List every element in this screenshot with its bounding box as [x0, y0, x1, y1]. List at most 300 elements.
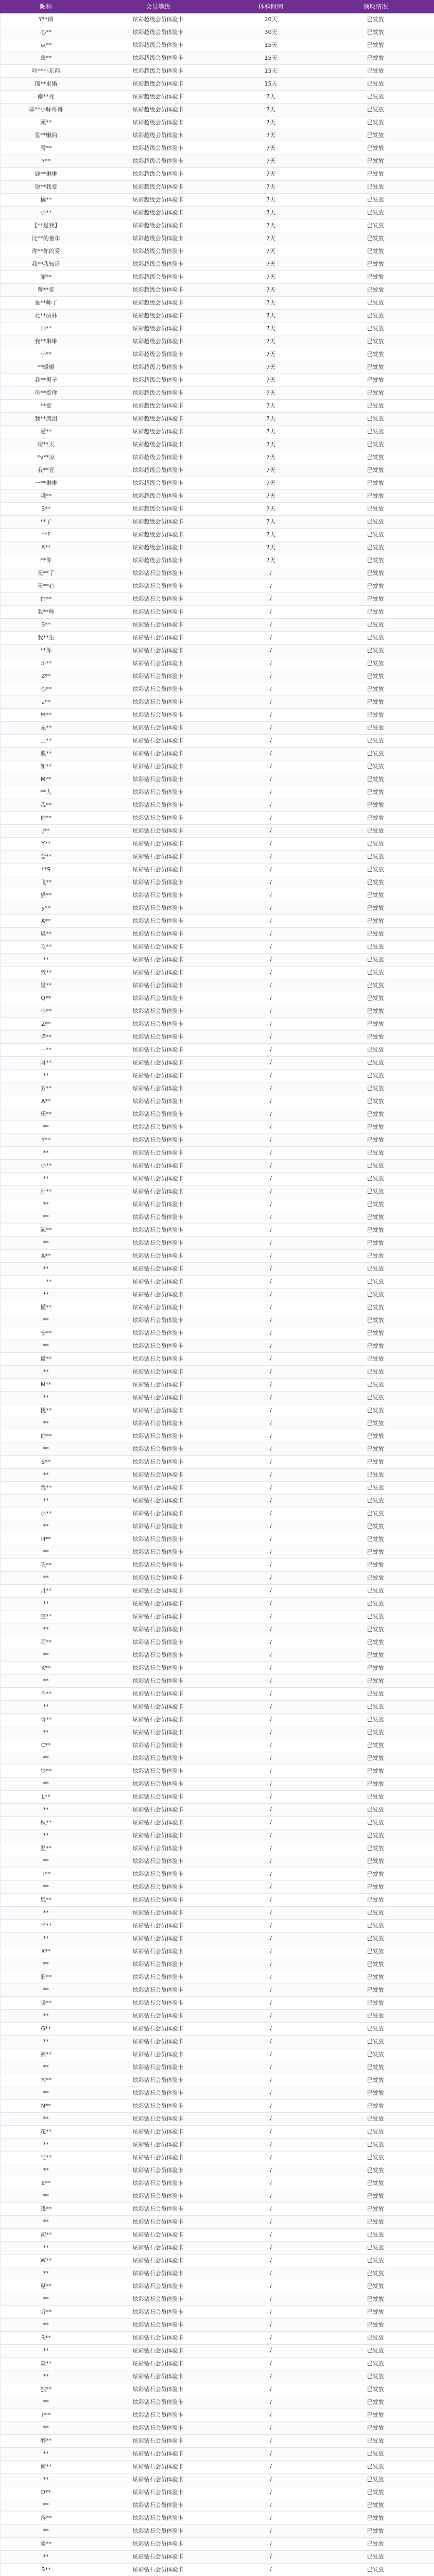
cell-nickname: 鲸** — [1, 1224, 92, 1237]
cell-member-level: 炫彩钻石会员体验卡 — [92, 1147, 225, 1160]
cell-nickname: ** — [1, 2525, 92, 2538]
cell-trial-duration: / — [225, 851, 317, 863]
cell-member-level: 炫彩钻石会员体验卡 — [92, 1327, 225, 1340]
cell-nickname: 乐** — [1, 1108, 92, 1121]
table-row — [1, 580, 434, 593]
cell-trial-duration: / — [225, 2306, 317, 2319]
cell-claim-status: 已发放 — [317, 992, 434, 1005]
cell-claim-status: 已发放 — [317, 1585, 434, 1598]
cell-claim-status: 已发放 — [317, 1108, 434, 1121]
cell-trial-duration: / — [225, 1057, 317, 1070]
cell-nickname: **子 — [1, 516, 92, 529]
table-row — [1, 683, 434, 696]
cell-claim-status: 已发放 — [317, 889, 434, 902]
cell-member-level: 炫彩钻石会员体验卡 — [92, 1662, 225, 1675]
cell-claim-status: 已发放 — [317, 1611, 434, 1623]
cell-claim-status: 已发放 — [317, 1907, 434, 1920]
cell-claim-status: 已发放 — [317, 194, 434, 207]
table-row — [1, 1456, 434, 1469]
cell-trial-duration: / — [225, 1714, 317, 1726]
cell-member-level: 炫彩超级会员体验卡 — [92, 78, 225, 91]
cell-member-level: 炫彩钻石会员体验卡 — [92, 696, 225, 709]
cell-nickname: ル** — [1, 657, 92, 670]
cell-claim-status: 已发放 — [317, 1791, 434, 1804]
cell-member-level: 炫彩钻石会员体验卡 — [92, 1108, 225, 1121]
table-row — [1, 657, 434, 670]
cell-trial-duration: 7天 — [225, 464, 317, 477]
table-row — [1, 181, 434, 194]
cell-member-level: 炫彩钻石会员体验卡 — [92, 2564, 225, 2576]
table-row — [1, 1327, 434, 1340]
cell-nickname: 小** — [1, 1005, 92, 1018]
cell-trial-duration: 15天 — [225, 39, 317, 52]
table-row — [1, 2332, 434, 2345]
cell-claim-status: 已发放 — [317, 1263, 434, 1276]
cell-trial-duration: / — [225, 2242, 317, 2255]
table-row — [1, 2409, 434, 2422]
cell-nickname: ** — [1, 1855, 92, 1868]
table-row — [1, 52, 434, 65]
cell-nickname: 点** — [1, 39, 92, 52]
cell-nickname: ** — [1, 2293, 92, 2306]
table-row — [1, 361, 434, 374]
cell-member-level: 炫彩超级会员体验卡 — [92, 155, 225, 168]
cell-trial-duration: 7天 — [225, 477, 317, 490]
cell-nickname: G** — [1, 2023, 92, 2036]
table-row — [1, 232, 434, 245]
table-row — [1, 2345, 434, 2358]
cell-member-level: 炫彩超级会员体验卡 — [92, 361, 225, 374]
cell-member-level: 炫彩钻石会员体验卡 — [92, 1198, 225, 1211]
cell-nickname: 素** — [1, 2048, 92, 2061]
cell-claim-status: 已发放 — [317, 1778, 434, 1791]
cell-nickname: ** — [1, 1340, 92, 1353]
cell-claim-status: 已发放 — [317, 1829, 434, 1842]
cell-trial-duration: / — [225, 2164, 317, 2177]
table-row — [1, 851, 434, 863]
cell-member-level: 炫彩钻石会员体验卡 — [92, 1894, 225, 1907]
cell-member-level: 炫彩钻石会员体验卡 — [92, 1121, 225, 1134]
cell-trial-duration: / — [225, 735, 317, 748]
cell-member-level: 炫彩钻石会员体验卡 — [92, 1379, 225, 1392]
table-row — [1, 1611, 434, 1623]
cell-claim-status: 已发放 — [317, 735, 434, 748]
table-row — [1, 271, 434, 284]
cell-claim-status: 已发放 — [317, 1289, 434, 1301]
cell-member-level: 炫彩钻石会员体验卡 — [92, 2525, 225, 2538]
header-member-level: 会员等级 — [92, 1, 225, 13]
table-row — [1, 426, 434, 438]
table-row — [1, 1855, 434, 1868]
cell-trial-duration: / — [225, 722, 317, 735]
cell-trial-duration: / — [225, 1739, 317, 1752]
cell-nickname: 小** — [1, 207, 92, 219]
cell-nickname: 小** — [1, 1507, 92, 1520]
cell-trial-duration: / — [225, 606, 317, 619]
cell-trial-duration: 7天 — [225, 529, 317, 541]
cell-member-level: 炫彩钻石会员体验卡 — [92, 1289, 225, 1301]
table-row — [1, 1005, 434, 1018]
table-row — [1, 1082, 434, 1095]
table-row — [1, 1649, 434, 1662]
cell-member-level: 炫彩钻石会员体验卡 — [92, 2512, 225, 2525]
table-row — [1, 78, 434, 91]
cell-member-level: 炫彩钻石会员体验卡 — [92, 748, 225, 760]
cell-claim-status: 已发放 — [317, 387, 434, 400]
cell-member-level: 炫彩钻石会员体验卡 — [92, 2036, 225, 2048]
cell-nickname: 一** — [1, 1276, 92, 1289]
cell-member-level: 炫彩钻石会员体验卡 — [92, 1611, 225, 1623]
cell-member-level: 炫彩钻石会员体验卡 — [92, 1392, 225, 1404]
cell-trial-duration: / — [225, 760, 317, 773]
cell-trial-duration: 7天 — [225, 104, 317, 116]
cell-trial-duration: 7天 — [225, 516, 317, 529]
cell-member-level: 炫彩钻石会员体验卡 — [92, 2473, 225, 2486]
cell-nickname: ** — [1, 2010, 92, 2023]
cell-nickname: 我**我知道 — [1, 258, 92, 271]
cell-trial-duration: / — [225, 632, 317, 645]
table-row — [1, 1173, 434, 1185]
table-row — [1, 1301, 434, 1314]
cell-trial-duration: 15天 — [225, 78, 317, 91]
cell-claim-status: 已发放 — [317, 361, 434, 374]
cell-nickname: ** — [1, 2087, 92, 2100]
cell-trial-duration: / — [225, 1997, 317, 2010]
cell-claim-status: 已发放 — [317, 1688, 434, 1701]
cell-nickname: 我**生 — [1, 632, 92, 645]
cell-member-level: 炫彩超级会员体验卡 — [92, 39, 225, 52]
cell-trial-duration: / — [225, 2151, 317, 2164]
cell-trial-duration: / — [225, 876, 317, 889]
cell-claim-status: 已发放 — [317, 91, 434, 104]
cell-nickname: A** — [1, 541, 92, 554]
table-row — [1, 619, 434, 632]
cell-member-level: 炫彩钻石会员体验卡 — [92, 1070, 225, 1082]
cell-nickname: 宿**天 — [1, 438, 92, 451]
cell-trial-duration: / — [225, 593, 317, 606]
cell-member-level: 炫彩钻石会员体验卡 — [92, 1714, 225, 1726]
cell-claim-status: 已发放 — [317, 2551, 434, 2564]
cell-member-level: 炫彩钻石会员体验卡 — [92, 1482, 225, 1495]
table-row — [1, 1211, 434, 1224]
cell-nickname: 陈** — [1, 1559, 92, 1572]
table-row — [1, 1289, 434, 1301]
cell-trial-duration: / — [225, 1598, 317, 1611]
cell-trial-duration: / — [225, 1507, 317, 1520]
cell-nickname: ** — [1, 1958, 92, 1971]
cell-member-level: 炫彩钻石会员体验卡 — [92, 1366, 225, 1379]
cell-member-level: 炫彩钻石会员体验卡 — [92, 1263, 225, 1276]
cell-member-level: 炫彩钻石会员体验卡 — [92, 812, 225, 825]
cell-member-level: 炫彩超级会员体验卡 — [92, 516, 225, 529]
cell-nickname: 小** — [1, 348, 92, 361]
cell-nickname: 听** — [1, 2306, 92, 2319]
cell-nickname: ** — [1, 2448, 92, 2461]
cell-claim-status: 已发放 — [317, 2396, 434, 2409]
table-row — [1, 2164, 434, 2177]
cell-nickname: 猫** — [1, 889, 92, 902]
table-row — [1, 2448, 434, 2461]
cell-trial-duration: / — [225, 683, 317, 696]
cell-member-level: 炫彩钻石会员体验卡 — [92, 1031, 225, 1044]
cell-claim-status: 已发放 — [317, 1314, 434, 1327]
table-row — [1, 284, 434, 297]
table-row — [1, 2255, 434, 2267]
cell-trial-duration: 7天 — [225, 168, 317, 181]
table-row — [1, 503, 434, 516]
table-row — [1, 1443, 434, 1456]
cell-trial-duration: / — [225, 1469, 317, 1482]
cell-claim-status: 已发放 — [317, 1160, 434, 1173]
cell-nickname: 一** — [1, 1044, 92, 1057]
cell-member-level: 炫彩超级会员体验卡 — [92, 13, 225, 26]
table-row — [1, 1739, 434, 1752]
cell-member-level: 炫彩钻石会员体验卡 — [92, 1855, 225, 1868]
cell-trial-duration: 7天 — [225, 116, 317, 129]
cell-claim-status: 已发放 — [317, 2036, 434, 2048]
cell-claim-status: 已发放 — [317, 1507, 434, 1520]
cell-nickname: ** — [1, 1933, 92, 1945]
cell-trial-duration: 7天 — [225, 387, 317, 400]
cell-claim-status: 已发放 — [317, 2422, 434, 2435]
cell-trial-duration: / — [225, 1688, 317, 1701]
cell-claim-status: 已发放 — [317, 426, 434, 438]
cell-claim-status: 已发放 — [317, 554, 434, 567]
cell-trial-duration: / — [225, 619, 317, 632]
cell-claim-status: 已发放 — [317, 863, 434, 876]
cell-nickname: ** — [1, 1443, 92, 1456]
cell-claim-status: 已发放 — [317, 941, 434, 954]
table-row — [1, 1430, 434, 1443]
table-row — [1, 2538, 434, 2551]
cell-claim-status: 已发放 — [317, 954, 434, 967]
cell-trial-duration: / — [225, 915, 317, 928]
cell-trial-duration: / — [225, 1314, 317, 1327]
table-row — [1, 194, 434, 207]
cell-claim-status: 已发放 — [317, 1662, 434, 1675]
table-row — [1, 1185, 434, 1198]
cell-claim-status: 已发放 — [317, 902, 434, 915]
cell-member-level: 炫彩钻石会员体验卡 — [92, 863, 225, 876]
cell-nickname: 琉**求婚 — [1, 78, 92, 91]
cell-member-level: 炫彩钻石会员体验卡 — [92, 2293, 225, 2306]
cell-claim-status: 已发放 — [317, 477, 434, 490]
cell-claim-status: 已发放 — [317, 168, 434, 181]
cell-member-level: 炫彩钻石会员体验卡 — [92, 2435, 225, 2448]
table-row — [1, 1598, 434, 1611]
cell-claim-status: 已发放 — [317, 52, 434, 65]
cell-member-level: 炫彩钻石会员体验卡 — [92, 2499, 225, 2512]
cell-trial-duration: / — [225, 2190, 317, 2203]
cell-trial-duration: / — [225, 1070, 317, 1082]
cell-claim-status: 已发放 — [317, 1005, 434, 1018]
table-row — [1, 1314, 434, 1327]
cell-nickname: Y** — [1, 1134, 92, 1147]
cell-member-level: 炫彩钻石会员体验卡 — [92, 1701, 225, 1714]
table-row — [1, 1147, 434, 1160]
cell-member-level: 炫彩钻石会员体验卡 — [92, 1044, 225, 1057]
cell-claim-status: 已发放 — [317, 1739, 434, 1752]
cell-claim-status: 已发放 — [317, 1598, 434, 1611]
cell-member-level: 炫彩钻石会员体验卡 — [92, 2370, 225, 2383]
cell-member-level: 炫彩钻石会员体验卡 — [92, 606, 225, 619]
cell-member-level: 炫彩钻石会员体验卡 — [92, 1507, 225, 1520]
table-row — [1, 2422, 434, 2435]
cell-claim-status: 已发放 — [317, 2293, 434, 2306]
table-row — [1, 1160, 434, 1173]
cell-nickname: 说**我爱 — [1, 181, 92, 194]
cell-nickname: P** — [1, 2409, 92, 2422]
cell-claim-status: 已发放 — [317, 838, 434, 851]
header-nickname: 昵称 — [1, 1, 92, 13]
table-row — [1, 2113, 434, 2126]
cell-member-level: 炫彩钻石会员体验卡 — [92, 1495, 225, 1507]
cell-trial-duration: 7天 — [225, 361, 317, 374]
cell-nickname: 如** — [1, 760, 92, 773]
cell-nickname: 北**原林 — [1, 310, 92, 323]
cell-member-level: 炫彩超级会员体验卡 — [92, 477, 225, 490]
cell-claim-status: 已发放 — [317, 1572, 434, 1585]
cell-trial-duration: / — [225, 1546, 317, 1559]
cell-claim-status: 已发放 — [317, 2255, 434, 2267]
cell-nickname: 初** — [1, 2229, 92, 2242]
table-row — [1, 1804, 434, 1817]
cell-member-level: 炫彩钻石会员体验卡 — [92, 2345, 225, 2358]
cell-nickname: ** — [1, 1804, 92, 1817]
cell-trial-duration: / — [225, 979, 317, 992]
cell-member-level: 炫彩钻石会员体验卡 — [92, 1095, 225, 1108]
cell-claim-status: 已发放 — [317, 2139, 434, 2151]
cell-nickname: E** — [1, 2177, 92, 2190]
cell-member-level: 炫彩钻石会员体验卡 — [92, 760, 225, 773]
table-row — [1, 915, 434, 928]
cell-member-level: 炫彩钻石会员体验卡 — [92, 2383, 225, 2396]
cell-trial-duration: / — [225, 1920, 317, 1933]
cell-trial-duration: / — [225, 954, 317, 967]
cell-trial-duration: / — [225, 1984, 317, 1997]
cell-claim-status: 已发放 — [317, 335, 434, 348]
cell-nickname: **人 — [1, 786, 92, 799]
cell-member-level: 炫彩钻石会员体验卡 — [92, 2126, 225, 2139]
cell-trial-duration: / — [225, 2139, 317, 2151]
cell-nickname: ** — [1, 1572, 92, 1585]
cell-nickname: 落** — [1, 2512, 92, 2525]
cell-claim-status: 已发放 — [317, 2319, 434, 2332]
cell-trial-duration: / — [225, 1211, 317, 1224]
cell-member-level: 炫彩超级会员体验卡 — [92, 219, 225, 232]
cell-nickname: ** — [1, 1263, 92, 1276]
cell-claim-status: 已发放 — [317, 1070, 434, 1082]
table-row — [1, 1198, 434, 1211]
cell-trial-duration: / — [225, 1456, 317, 1469]
cell-claim-status: 已发放 — [317, 979, 434, 992]
cell-claim-status: 已发放 — [317, 2177, 434, 2190]
cell-trial-duration: / — [225, 1005, 317, 1018]
cell-nickname: ** — [1, 1598, 92, 1611]
cell-trial-duration: / — [225, 1881, 317, 1894]
table-row — [1, 876, 434, 889]
cell-member-level: 炫彩钻石会员体验卡 — [92, 1533, 225, 1546]
cell-trial-duration: / — [225, 2435, 317, 2448]
cell-trial-duration: / — [225, 1198, 317, 1211]
cell-trial-duration: 7天 — [225, 413, 317, 426]
table-row — [1, 2242, 434, 2255]
cell-trial-duration: / — [225, 1095, 317, 1108]
cell-claim-status: 已发放 — [317, 155, 434, 168]
cell-claim-status: 已发放 — [317, 1057, 434, 1070]
table-row — [1, 2087, 434, 2100]
cell-claim-status: 已发放 — [317, 1366, 434, 1379]
cell-nickname: 桃** — [1, 1404, 92, 1417]
cell-member-level: 炫彩钻石会员体验卡 — [92, 1585, 225, 1598]
cell-claim-status: 已发放 — [317, 2074, 434, 2087]
cell-claim-status: 已发放 — [317, 657, 434, 670]
table-row — [1, 2486, 434, 2499]
cell-nickname: X** — [1, 1945, 92, 1958]
cell-nickname: Z** — [1, 1018, 92, 1031]
cell-trial-duration: / — [225, 1392, 317, 1404]
cell-claim-status: 已发放 — [317, 1327, 434, 1340]
cell-nickname: 木** — [1, 2074, 92, 2087]
cell-nickname: ** — [1, 1070, 92, 1082]
header-claim-status: 领取情况 — [317, 1, 434, 13]
cell-nickname: 我**帅 — [1, 606, 92, 619]
cell-nickname: ** — [1, 1881, 92, 1894]
cell-claim-status: 已发放 — [317, 310, 434, 323]
cell-member-level: 炫彩超级会员体验卡 — [92, 297, 225, 310]
cell-claim-status: 已发放 — [317, 1301, 434, 1314]
cell-claim-status: 已发放 — [317, 374, 434, 387]
table-row — [1, 709, 434, 722]
cell-nickname: 曾**爱 — [1, 284, 92, 297]
table-row — [1, 902, 434, 915]
cell-member-level: 炫彩超级会员体验卡 — [92, 181, 225, 194]
table-row — [1, 1417, 434, 1430]
cell-member-level: 炫彩钻石会员体验卡 — [92, 1623, 225, 1636]
cell-nickname: ** — [1, 1314, 92, 1327]
cell-trial-duration: / — [225, 1031, 317, 1044]
table-row — [1, 1250, 434, 1263]
table-row — [1, 1752, 434, 1765]
cell-member-level: 炫彩钻石会员体验卡 — [92, 915, 225, 928]
cell-member-level: 炫彩钻石会员体验卡 — [92, 1920, 225, 1933]
table-row — [1, 1469, 434, 1482]
cell-trial-duration: / — [225, 2461, 317, 2473]
cell-nickname: 秋** — [1, 1817, 92, 1829]
cell-trial-duration: 7天 — [225, 129, 317, 142]
table-row — [1, 1958, 434, 1971]
cell-nickname: 雪** — [1, 142, 92, 155]
cell-nickname: ** — [1, 2319, 92, 2332]
cell-member-level: 炫彩钻石会员体验卡 — [92, 1945, 225, 1958]
cell-nickname: 芳** — [1, 1082, 92, 1095]
cell-member-level: 炫彩钻石会员体验卡 — [92, 825, 225, 838]
cell-trial-duration: / — [225, 2061, 317, 2074]
table-row — [1, 1945, 434, 1958]
table-row — [1, 1907, 434, 1920]
cell-trial-duration: / — [225, 2358, 317, 2370]
cell-member-level: 炫彩钻石会员体验卡 — [92, 786, 225, 799]
table-row — [1, 2048, 434, 2061]
cell-claim-status: 已发放 — [317, 2525, 434, 2538]
cell-claim-status: 已发放 — [317, 1173, 434, 1185]
cell-claim-status: 已发放 — [317, 2242, 434, 2255]
cell-member-level: 炫彩钻石会员体验卡 — [92, 1842, 225, 1855]
cell-trial-duration: / — [225, 2100, 317, 2113]
cell-member-level: 炫彩钻石会员体验卡 — [92, 979, 225, 992]
cell-claim-status: 已发放 — [317, 1211, 434, 1224]
cell-claim-status: 已发放 — [317, 1469, 434, 1482]
